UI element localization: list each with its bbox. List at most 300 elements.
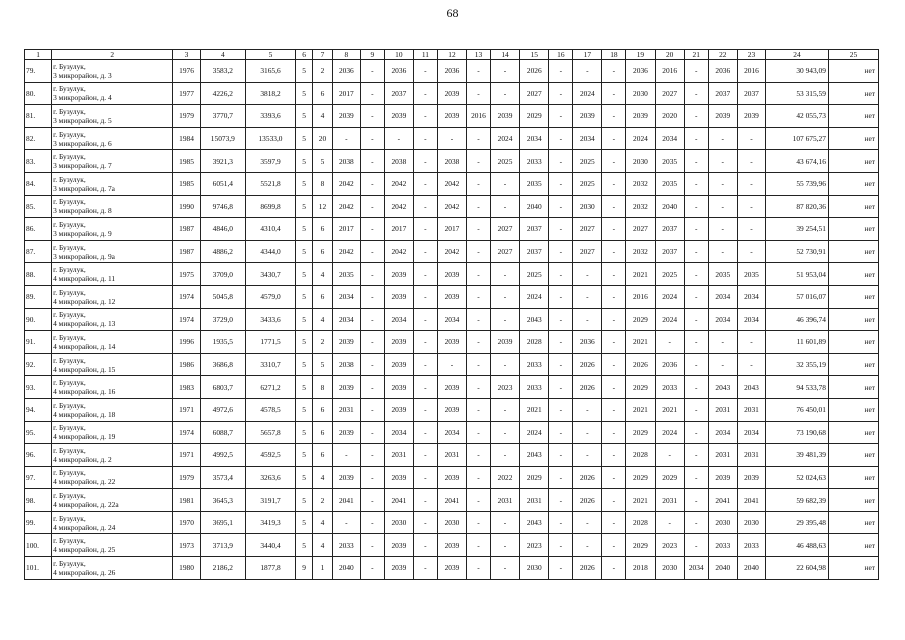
address-city: г. Бузулук, (53, 152, 86, 162)
cost-cell: 76 450,01 (766, 398, 829, 421)
row-number: 99. (25, 511, 52, 534)
data-cell: - (708, 218, 737, 241)
cost-cell: 29 395,48 (766, 511, 829, 534)
data-cell: 2 (313, 331, 333, 354)
data-cell: 5045,8 (200, 285, 246, 308)
data-cell: - (414, 376, 438, 399)
data-cell: - (708, 331, 737, 354)
address-city: г. Бузулук, (53, 355, 86, 365)
table-row (25, 263, 879, 286)
page-number: 68 (446, 6, 459, 20)
data-cell: - (437, 353, 466, 376)
address-cell (52, 172, 173, 195)
data-cell: 2030 (708, 511, 737, 534)
address-cell (52, 82, 173, 105)
cost-cell: 87 820,36 (766, 195, 829, 218)
data-cell: - (467, 421, 491, 444)
data-cell: - (684, 331, 708, 354)
data-cell: 2037 (520, 240, 549, 263)
address-cell (52, 557, 173, 580)
data-cell: - (490, 398, 519, 421)
address-cell (52, 444, 173, 467)
data-cell: 2034 (573, 127, 602, 150)
data-cell: 15073,9 (200, 127, 246, 150)
column-number: 14 (490, 50, 519, 60)
data-cell: - (684, 421, 708, 444)
table-row (25, 105, 879, 128)
status-cell: нет (828, 285, 878, 308)
data-cell: - (467, 195, 491, 218)
data-cell: 2030 (520, 557, 549, 580)
data-cell: - (684, 60, 708, 83)
data-cell: 2042 (384, 172, 413, 195)
row-number: 100. (25, 534, 52, 557)
data-cell: - (684, 511, 708, 534)
data-cell: 2186,2 (200, 557, 246, 580)
data-cell: 2039 (384, 353, 413, 376)
address-city: г. Бузулук, (53, 129, 86, 139)
column-number: 22 (708, 50, 737, 60)
data-cell: 5 (295, 511, 312, 534)
data-cell: - (708, 150, 737, 173)
data-cell: 4846,0 (200, 218, 246, 241)
cost-cell: 11 601,89 (766, 331, 829, 354)
data-cell: 2028 (626, 511, 655, 534)
data-cell: - (414, 353, 438, 376)
data-cell: 5 (295, 331, 312, 354)
data-cell: - (684, 353, 708, 376)
data-cell: 1974 (173, 308, 200, 331)
data-cell: 2017 (437, 218, 466, 241)
cost-cell: 39 254,51 (766, 218, 829, 241)
data-cell: 2024 (520, 285, 549, 308)
data-cell: - (360, 82, 384, 105)
address-street: 4 микрорайон, д. 14 (53, 341, 116, 351)
data-cell: 2 (313, 489, 333, 512)
column-number: 13 (467, 50, 491, 60)
data-cell: 1980 (173, 557, 200, 580)
data-cell: - (684, 398, 708, 421)
data-cell: 6803,7 (200, 376, 246, 399)
table-row (25, 218, 879, 241)
data-cell: - (602, 557, 626, 580)
row-number: 82. (25, 127, 52, 150)
data-cell: - (414, 398, 438, 421)
data-cell: 2033 (708, 534, 737, 557)
data-cell: 2042 (384, 240, 413, 263)
column-number: 9 (360, 50, 384, 60)
data-cell: 2016 (737, 60, 765, 83)
data-cell: 2040 (737, 557, 765, 580)
data-cell: 5 (295, 263, 312, 286)
data-cell: 2039 (332, 421, 360, 444)
data-cell: 5 (295, 376, 312, 399)
data-cell: 2024 (490, 127, 519, 150)
address-cell (52, 127, 173, 150)
column-number: 16 (549, 50, 573, 60)
data-cell: - (684, 466, 708, 489)
data-cell: 2041 (437, 489, 466, 512)
data-cell: 1971 (173, 398, 200, 421)
cost-cell: 43 674,16 (766, 150, 829, 173)
address-cell (52, 421, 173, 444)
data-cell: 5 (295, 218, 312, 241)
data-cell: - (490, 444, 519, 467)
cost-cell: 94 533,78 (766, 376, 829, 399)
data-cell: - (549, 218, 573, 241)
data-cell: 2038 (332, 150, 360, 173)
cost-cell: 46 396,74 (766, 308, 829, 331)
data-cell: - (360, 376, 384, 399)
data-cell: - (655, 511, 684, 534)
data-cell: 2023 (490, 376, 519, 399)
data-cell: 2027 (490, 218, 519, 241)
address-city: г. Бузулук, (53, 197, 86, 207)
data-cell: - (549, 421, 573, 444)
data-cell: - (360, 398, 384, 421)
address-street: 4 микрорайон, д. 22 (53, 477, 116, 487)
data-cell: - (602, 444, 626, 467)
address-city: г. Бузулук, (53, 468, 86, 478)
status-cell: нет (828, 353, 878, 376)
row-number: 93. (25, 376, 52, 399)
data-cell: - (490, 353, 519, 376)
data-cell: 5 (295, 127, 312, 150)
data-cell: - (708, 127, 737, 150)
data-cell: - (602, 489, 626, 512)
data-cell: - (737, 353, 765, 376)
data-cell: 3430,7 (246, 263, 296, 286)
address-city: г. Бузулук, (53, 174, 86, 184)
address-street: 4 микрорайон, д. 22а (53, 500, 119, 510)
data-cell: 4 (313, 263, 333, 286)
column-number: 23 (737, 50, 765, 60)
data-cell: - (467, 150, 491, 173)
row-number: 94. (25, 398, 52, 421)
data-cell: - (414, 285, 438, 308)
row-number: 90. (25, 308, 52, 331)
table-row (25, 172, 879, 195)
address-street: 4 микрорайон, д. 26 (53, 567, 116, 577)
address-street: 3 микрорайон, д. 7 (53, 161, 112, 171)
address-city: г. Бузулук, (53, 310, 86, 320)
table-row (25, 150, 879, 173)
data-cell: 2035 (655, 150, 684, 173)
data-cell: 2023 (520, 534, 549, 557)
data-cell: - (467, 172, 491, 195)
data-cell: 3191,7 (246, 489, 296, 512)
data-cell: 2016 (467, 105, 491, 128)
data-cell: 2034 (384, 421, 413, 444)
data-cell: - (467, 263, 491, 286)
data-cell: 1975 (173, 263, 200, 286)
data-cell: 2039 (384, 534, 413, 557)
data-cell: - (467, 534, 491, 557)
status-cell: нет (828, 172, 878, 195)
data-cell: - (414, 218, 438, 241)
address-city: г. Бузулук, (53, 106, 86, 116)
data-cell: 4992,5 (200, 444, 246, 467)
data-cell: - (490, 511, 519, 534)
data-cell: - (737, 172, 765, 195)
data-cell: 2027 (520, 82, 549, 105)
cost-cell: 30 943,09 (766, 60, 829, 83)
data-cell: 2017 (332, 82, 360, 105)
data-cell: 5 (295, 240, 312, 263)
cost-cell: 51 953,04 (766, 263, 829, 286)
data-cell: 2042 (332, 240, 360, 263)
data-cell: - (414, 466, 438, 489)
data-cell: 5657,8 (246, 421, 296, 444)
data-cell: - (573, 511, 602, 534)
cost-cell: 52 024,63 (766, 466, 829, 489)
cost-cell: 59 682,39 (766, 489, 829, 512)
data-cell: 2037 (655, 218, 684, 241)
status-cell: нет (828, 195, 878, 218)
data-cell: - (708, 172, 737, 195)
data-cell: 1977 (173, 82, 200, 105)
data-cell: - (602, 218, 626, 241)
data-cell: - (414, 60, 438, 83)
data-cell: - (737, 127, 765, 150)
column-number: 15 (520, 50, 549, 60)
cost-cell: 57 016,07 (766, 285, 829, 308)
table-row (25, 195, 879, 218)
data-cell: 2031 (708, 444, 737, 467)
cost-cell: 32 355,19 (766, 353, 829, 376)
data-cell: - (414, 511, 438, 534)
address-cell (52, 331, 173, 354)
data-cell: 2034 (684, 557, 708, 580)
data-cell: 6051,4 (200, 172, 246, 195)
data-cell: 2039 (384, 331, 413, 354)
row-number: 88. (25, 263, 52, 286)
address-cell (52, 105, 173, 128)
data-cell: - (467, 82, 491, 105)
data-cell: - (360, 105, 384, 128)
data-cell: - (602, 150, 626, 173)
data-cell: 2036 (655, 353, 684, 376)
status-cell: нет (828, 308, 878, 331)
data-cell: 2035 (520, 172, 549, 195)
data-cell: 3440,4 (246, 534, 296, 557)
data-cell: 2039 (332, 105, 360, 128)
data-cell: - (602, 376, 626, 399)
data-cell: 2 (313, 60, 333, 83)
data-cell: - (490, 82, 519, 105)
row-number: 86. (25, 218, 52, 241)
status-cell: нет (828, 421, 878, 444)
data-cell: - (467, 466, 491, 489)
data-cell: 5 (295, 195, 312, 218)
address-cell (52, 534, 173, 557)
data-cell: 2033 (332, 534, 360, 557)
data-cell: 1981 (173, 489, 200, 512)
data-cell: 4579,0 (246, 285, 296, 308)
data-cell: 2027 (655, 82, 684, 105)
data-cell: 2039 (437, 82, 466, 105)
status-cell: нет (828, 489, 878, 512)
data-cell: - (467, 60, 491, 83)
data-cell: 2039 (384, 466, 413, 489)
data-cell: 2017 (384, 218, 413, 241)
data-cell: 4 (313, 466, 333, 489)
row-number: 79. (25, 60, 52, 83)
data-cell: 2040 (520, 195, 549, 218)
table-row (25, 331, 879, 354)
data-cell: - (684, 489, 708, 512)
row-number: 87. (25, 240, 52, 263)
data-cell: - (573, 398, 602, 421)
data-cell: 2031 (737, 398, 765, 421)
data-cell: 2030 (626, 150, 655, 173)
data-cell: 2025 (655, 263, 684, 286)
address-city: г. Бузулук, (53, 242, 86, 252)
data-cell: 2039 (708, 105, 737, 128)
data-cell: 5 (295, 150, 312, 173)
data-cell: - (467, 511, 491, 534)
address-street: 4 микрорайон, д. 12 (53, 296, 116, 306)
data-cell: - (602, 82, 626, 105)
data-cell: - (490, 557, 519, 580)
data-cell: 4 (313, 308, 333, 331)
data-cell: - (414, 150, 438, 173)
data-cell: 2026 (573, 376, 602, 399)
data-cell: 2033 (520, 150, 549, 173)
data-cell: - (602, 172, 626, 195)
data-cell: 2039 (490, 105, 519, 128)
data-cell: 4226,2 (200, 82, 246, 105)
row-number: 96. (25, 444, 52, 467)
data-cell: - (602, 195, 626, 218)
address-cell (52, 376, 173, 399)
data-cell: 3729,0 (200, 308, 246, 331)
data-cell: - (437, 127, 466, 150)
status-cell: нет (828, 263, 878, 286)
address-cell (52, 240, 173, 263)
data-cell: - (684, 127, 708, 150)
data-cell: - (490, 308, 519, 331)
data-cell: - (360, 240, 384, 263)
data-cell: 2035 (737, 263, 765, 286)
table-row (25, 466, 879, 489)
data-cell: - (737, 150, 765, 173)
data-cell: - (360, 127, 384, 150)
data-cell: 6 (313, 82, 333, 105)
data-cell: 5 (295, 105, 312, 128)
address-cell (52, 218, 173, 241)
data-cell: 2025 (573, 150, 602, 173)
data-cell: - (490, 195, 519, 218)
status-cell: нет (828, 466, 878, 489)
data-cell: 2026 (573, 557, 602, 580)
data-cell: 5 (295, 534, 312, 557)
data-cell: - (549, 263, 573, 286)
data-cell: - (549, 82, 573, 105)
data-cell: 3770,7 (200, 105, 246, 128)
table-row (25, 82, 879, 105)
data-cell: 4 (313, 534, 333, 557)
data-cell: 2032 (626, 240, 655, 263)
data-cell: 1979 (173, 105, 200, 128)
data-cell: - (684, 240, 708, 263)
data-cell: - (684, 82, 708, 105)
data-cell: 3713,9 (200, 534, 246, 557)
data-cell: 2032 (626, 172, 655, 195)
data-cell: 3645,3 (200, 489, 246, 512)
column-number: 2 (52, 50, 173, 60)
data-cell: 2030 (655, 557, 684, 580)
address-city: г. Бузулук, (53, 558, 86, 568)
data-cell: - (573, 421, 602, 444)
data-cell: - (573, 60, 602, 83)
data-cell: 2034 (737, 308, 765, 331)
data-cell: 3165,6 (246, 60, 296, 83)
data-cell: - (360, 285, 384, 308)
data-cell: - (737, 218, 765, 241)
data-cell: - (414, 444, 438, 467)
column-number: 1 (25, 50, 52, 60)
data-cell: 2032 (626, 195, 655, 218)
data-cell: - (490, 285, 519, 308)
data-cell: 2024 (655, 421, 684, 444)
address-street: 4 микрорайон, д. 24 (53, 522, 116, 532)
data-cell: 2031 (520, 489, 549, 512)
data-cell: - (602, 308, 626, 331)
data-cell: - (549, 195, 573, 218)
data-cell: 2043 (520, 444, 549, 467)
data-cell: 2039 (437, 534, 466, 557)
data-cell: 3695,1 (200, 511, 246, 534)
status-cell: нет (828, 150, 878, 173)
data-cell: - (573, 263, 602, 286)
address-street: 3 микрорайон, д. 6 (53, 138, 112, 148)
data-cell: 8 (313, 172, 333, 195)
data-cell: 2030 (437, 511, 466, 534)
data-cell: 2033 (520, 376, 549, 399)
data-cell: - (549, 60, 573, 83)
data-cell: 9 (295, 557, 312, 580)
data-cell: - (360, 534, 384, 557)
data-cell: 2040 (708, 557, 737, 580)
data-cell: - (467, 240, 491, 263)
status-cell: нет (828, 331, 878, 354)
row-number: 92. (25, 353, 52, 376)
data-cell: - (360, 172, 384, 195)
address-street: 3 микрорайон, д. 9 (53, 228, 112, 238)
data-cell: 6 (313, 240, 333, 263)
data-cell: 2035 (332, 263, 360, 286)
data-cell: 2031 (384, 444, 413, 467)
data-cell: 2034 (708, 285, 737, 308)
data-cell: - (708, 353, 737, 376)
data-cell: - (360, 60, 384, 83)
data-cell: 2028 (626, 444, 655, 467)
data-cell: 1974 (173, 421, 200, 444)
address-street: 3 микрорайон, д. 9а (53, 251, 115, 261)
data-cell: 2039 (626, 105, 655, 128)
data-cell: 4 (313, 511, 333, 534)
data-cell: 8699,8 (246, 195, 296, 218)
address-cell (52, 511, 173, 534)
table-row (25, 376, 879, 399)
data-cell: 3263,6 (246, 466, 296, 489)
data-cell: 2039 (437, 285, 466, 308)
status-cell: нет (828, 82, 878, 105)
data-cell: - (708, 240, 737, 263)
data-cell: 1 (313, 557, 333, 580)
data-cell: - (360, 308, 384, 331)
